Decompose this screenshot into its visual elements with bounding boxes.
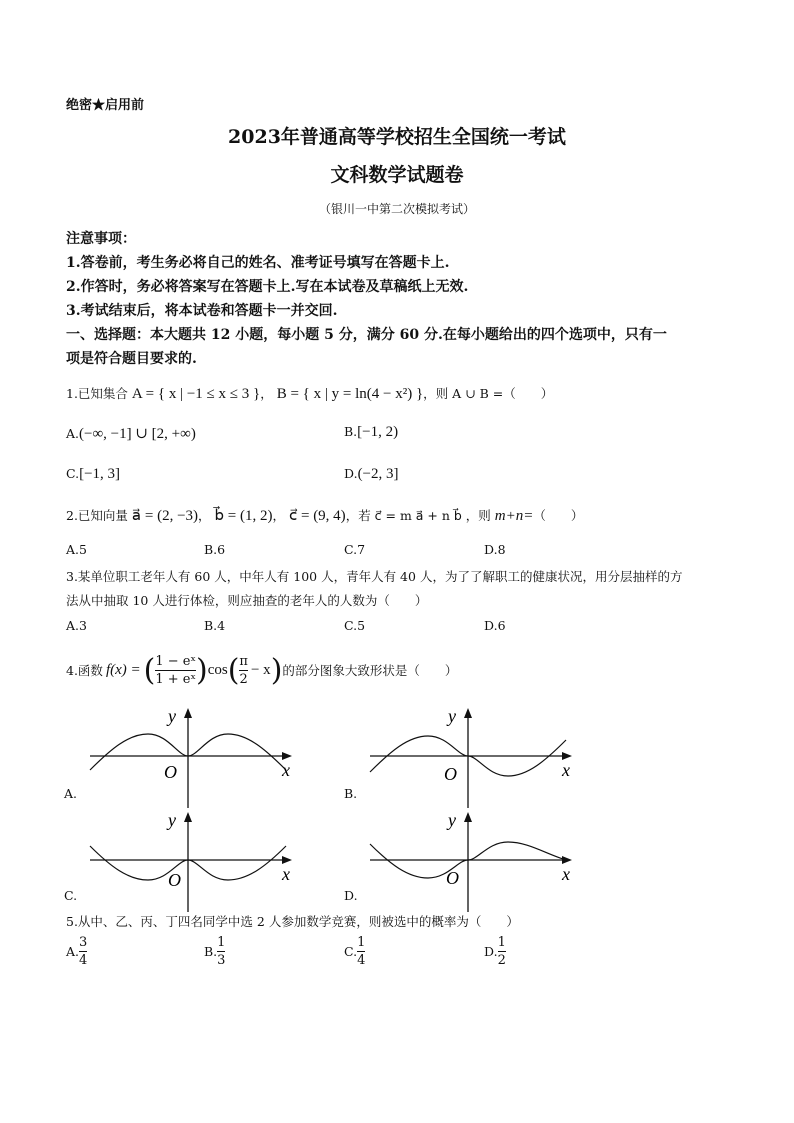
q5-option-a[interactable]: [66, 936, 87, 967]
q4-suffix: 的部分图象大致形状是（ ）: [282, 663, 458, 678]
option-label: D.: [344, 466, 358, 481]
option-value: [−1, 3]: [79, 466, 121, 482]
y-label: y: [448, 706, 456, 726]
section-heading: 一、选择题：本大题共 12 小题，每小题 5 分，满分 60 分.在每小题给出的四个选项中，只有一: [66, 327, 667, 343]
frac-den: 4: [79, 953, 88, 968]
q2-option-d[interactable]: [484, 542, 506, 557]
q2-option-a[interactable]: [66, 542, 87, 557]
frac-num: 1: [497, 935, 506, 950]
frac-den: 4: [357, 953, 366, 968]
option-label: B.: [204, 944, 218, 959]
q2-prefix: 2.已知向量: [66, 508, 128, 523]
x-arrow-icon: [282, 856, 292, 864]
option-value: (−∞, −1] ∪ [2, +∞): [79, 426, 196, 442]
q1-option-a[interactable]: [66, 424, 196, 443]
q3-option-b[interactable]: [204, 618, 225, 633]
q4-cos-num: π: [239, 653, 248, 669]
q4-graph-c[interactable]: [86, 804, 306, 914]
option-value: 5: [79, 542, 87, 557]
option-value: 4: [217, 618, 226, 633]
notice-item: 1.答卷前，考生务必将自己的姓名、准考证号填写在答题卡上.: [66, 255, 450, 271]
q4-graph-b[interactable]: [366, 700, 586, 810]
q3-option-c[interactable]: [344, 618, 365, 633]
frac-bar: [217, 951, 225, 952]
frac-den: 2: [497, 953, 506, 968]
exam-title: 2023年普通高等学校招生全国统一考试: [228, 126, 566, 148]
y-arrow-icon: [464, 812, 472, 822]
option-value: 8: [497, 542, 506, 557]
q1-option-b[interactable]: [344, 424, 398, 441]
question-1: [66, 384, 553, 403]
q4-frac-den: 1 + eˣ: [155, 671, 196, 687]
option-label: B.: [344, 424, 358, 439]
paper-title: 文科数学试题卷: [330, 164, 464, 186]
option-label: D.: [484, 944, 498, 959]
q5-option-b[interactable]: [204, 936, 225, 967]
option-label: B.: [204, 542, 218, 557]
option-label: D.: [484, 618, 498, 633]
q2-option-c[interactable]: [344, 542, 365, 557]
option-fraction: [498, 936, 506, 967]
y-arrow-icon: [184, 708, 192, 718]
graph-label-d: D.: [344, 888, 358, 903]
x-label: x: [562, 760, 570, 780]
graph-label-b: B.: [344, 786, 358, 801]
option-label: C.: [344, 944, 358, 959]
x-label: x: [282, 864, 290, 884]
frac-bar: [498, 951, 506, 952]
q4-cos-fraction: [239, 655, 248, 686]
origin-label: O: [446, 868, 459, 888]
section-heading-cont: 项是符合题目要求的.: [66, 351, 197, 367]
q4-graph-d[interactable]: [366, 804, 586, 914]
option-value: 6: [217, 542, 226, 557]
paren-close: ): [270, 652, 283, 688]
q4-prefix: 4.函数: [66, 663, 103, 678]
q2-vector-a: a⃗ = (2, −3): [131, 508, 199, 524]
q4-frac-num: 1 − eˣ: [155, 653, 196, 669]
q4-fraction: [155, 655, 196, 686]
notice-heading: 注意事项：: [66, 231, 136, 247]
y-arrow-icon: [184, 812, 192, 822]
paren-open: (: [143, 652, 156, 688]
question-3-line1: 3.某单位职工老年人有 60 人，中年人有 100 人，青年人有 40 人，为了了解职工的健康状况，用分层抽样的方: [66, 569, 683, 584]
option-fraction: [79, 936, 87, 967]
notice-item: 2.作答时，务必将答案写在答题卡上.写在本试卷及草稿纸上无效.: [66, 279, 469, 295]
question-3-line2: 法从中抽取 10 人进行体检，则应抽查的老年人的人数为（ ）: [66, 593, 428, 608]
q3-option-d[interactable]: [484, 618, 506, 633]
frac-bar: [357, 951, 365, 952]
option-fraction: [217, 936, 225, 967]
x-arrow-icon: [562, 856, 572, 864]
q4-cos-tail: − x: [250, 661, 271, 678]
option-label: A.: [66, 426, 80, 441]
y-arrow-icon: [464, 708, 472, 718]
origin-label: O: [444, 764, 457, 784]
x-label: x: [282, 760, 290, 780]
x-arrow-icon: [562, 752, 572, 760]
graph-label-a: A.: [64, 786, 78, 801]
confidential-mark: 绝密★启用前: [66, 98, 145, 113]
q4-graph-a[interactable]: [86, 700, 306, 810]
question-2: 2.已知向量 a⃗ = (2, −3)， b⃗ = (1, 2)， c⃗ = (9, 4)，若 c⃗ = m a⃗ + n b⃗ ，则 m+n=（ ）: [66, 508, 584, 524]
frac-den: 3: [217, 953, 226, 968]
graph-label-c: C.: [64, 888, 78, 903]
q1-prefix: 1.已知集合: [66, 386, 128, 401]
option-value: [−1, 2): [357, 424, 399, 440]
paren-close: ): [195, 652, 208, 688]
q2-suffix: （ ）: [533, 508, 584, 523]
option-label: A.: [66, 618, 80, 633]
q5-option-d[interactable]: [484, 936, 506, 967]
origin-label: O: [164, 762, 177, 782]
q1-suffix: ，则 A ∪ B =（ ）: [423, 386, 554, 401]
option-value: 5: [357, 618, 366, 633]
q3-option-a[interactable]: [66, 618, 87, 633]
q1-option-c[interactable]: [66, 466, 120, 483]
option-label: A.: [66, 542, 80, 557]
question-5: 5.从中、乙、丙、丁四名同学中选 2 人参加数学竞赛，则被选中的概率为（ ）: [66, 914, 519, 929]
frac-bar: [239, 670, 248, 671]
x-arrow-icon: [282, 752, 292, 760]
option-label: B.: [204, 618, 218, 633]
question-4: [66, 648, 457, 692]
frac-num: 1: [357, 935, 366, 950]
q4-fx: f(x) =: [105, 661, 141, 678]
q4-cos-den: 2: [239, 671, 248, 687]
option-value: (−2, 3]: [357, 466, 399, 482]
option-label: A.: [66, 944, 80, 959]
y-label: y: [168, 706, 176, 726]
frac-bar: [155, 670, 196, 671]
option-label: C.: [66, 466, 80, 481]
option-value: 7: [357, 542, 366, 557]
q2-vector-c: c⃗ = (9, 4): [288, 508, 346, 524]
q1-sep: ，: [260, 386, 273, 401]
frac-num: 3: [79, 935, 88, 950]
option-label: D.: [484, 542, 498, 557]
paren-open: (: [227, 652, 240, 688]
option-label: C.: [344, 618, 358, 633]
option-value: 6: [497, 618, 506, 633]
y-label: y: [448, 810, 456, 830]
q2-ask: m+n=: [494, 508, 534, 524]
frac-num: 1: [217, 935, 226, 950]
q2-vector-b: b⃗ = (1, 2): [214, 508, 273, 524]
q4-cos: cos: [207, 661, 228, 678]
q2-condition: ，若 c⃗ = m a⃗ + n b⃗ ，则: [345, 508, 491, 523]
option-fraction: [357, 936, 365, 967]
exam-subtitle: （银川一中第二次模拟考试）: [318, 202, 475, 216]
notice-item: 3.考试结束后，将本试卷和答题卡一并交回.: [66, 303, 338, 319]
option-label: C.: [344, 542, 358, 557]
q1-set-b: B = { x | y = ln(4 − x²) }: [276, 386, 424, 402]
q5-option-c[interactable]: [344, 936, 365, 967]
q2-option-b[interactable]: [204, 542, 225, 557]
frac-bar: [79, 951, 87, 952]
q1-set-a: A = { x | −1 ≤ x ≤ 3 }: [131, 386, 261, 402]
y-label: y: [168, 810, 176, 830]
x-label: x: [562, 864, 570, 884]
option-value: 3: [79, 618, 87, 633]
origin-label: O: [168, 870, 181, 890]
q1-option-d[interactable]: [344, 466, 399, 483]
